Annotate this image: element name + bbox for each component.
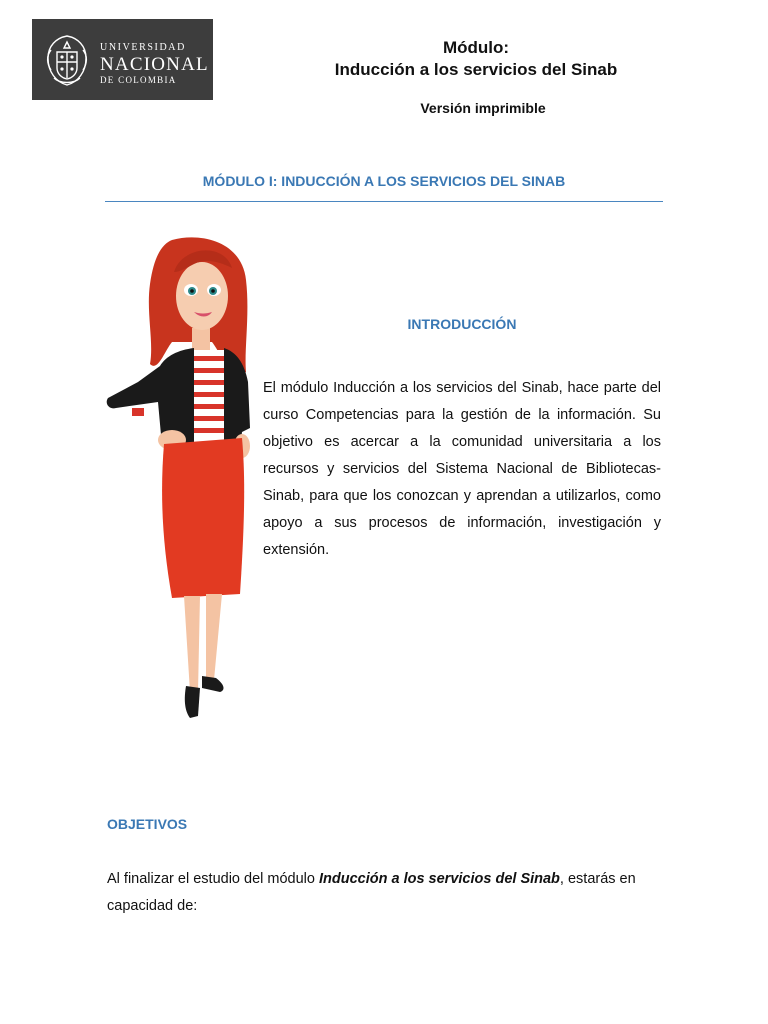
- section-divider: [105, 201, 663, 202]
- introduction-heading: INTRODUCCIÓN: [407, 316, 517, 332]
- objectives-body-emphasis: Inducción a los servicios del Sinab: [318, 871, 560, 887]
- objectives-body-prefix: Al finalizar el estudio del módulo: [107, 871, 319, 887]
- logo-line-nacional: NACIONAL: [100, 54, 209, 75]
- logo-wordmark: [100, 43, 209, 85]
- character-illustration: [102, 232, 262, 728]
- logo-line-colombia: DE COLOMBIA: [100, 75, 177, 85]
- university-seal-icon: [42, 32, 92, 88]
- objectives-heading: OBJETIVOS: [107, 816, 188, 832]
- logo-line-universidad: UNIVERSIDAD: [100, 42, 186, 53]
- objectives-body: [107, 866, 662, 920]
- module-title: Inducción a los servicios del Sinab: [334, 60, 618, 79]
- university-logo: [32, 19, 213, 100]
- section-title: MÓDULO I: INDUCCIÓN A LOS SERVICIOS DEL SINAB: [202, 173, 566, 189]
- objectives-body-suffix: , estarás en capacidad de:: [107, 871, 636, 914]
- version-label: Versión imprimible: [420, 100, 546, 116]
- module-label: Módulo:: [442, 38, 510, 57]
- introduction-body: El módulo Inducción a los servicios del Sinab, hace parte del curso Competencias para la gestión de la información. Su objetivo es acercar a la comunidad universitaria a los recursos y servicios del Sistema Nacional de Bibliotecas-Sinab, para que los conozcan y aprendan a utilizarlos, como apoyo a sus procesos de información, investigación y extensión.: [263, 380, 661, 558]
